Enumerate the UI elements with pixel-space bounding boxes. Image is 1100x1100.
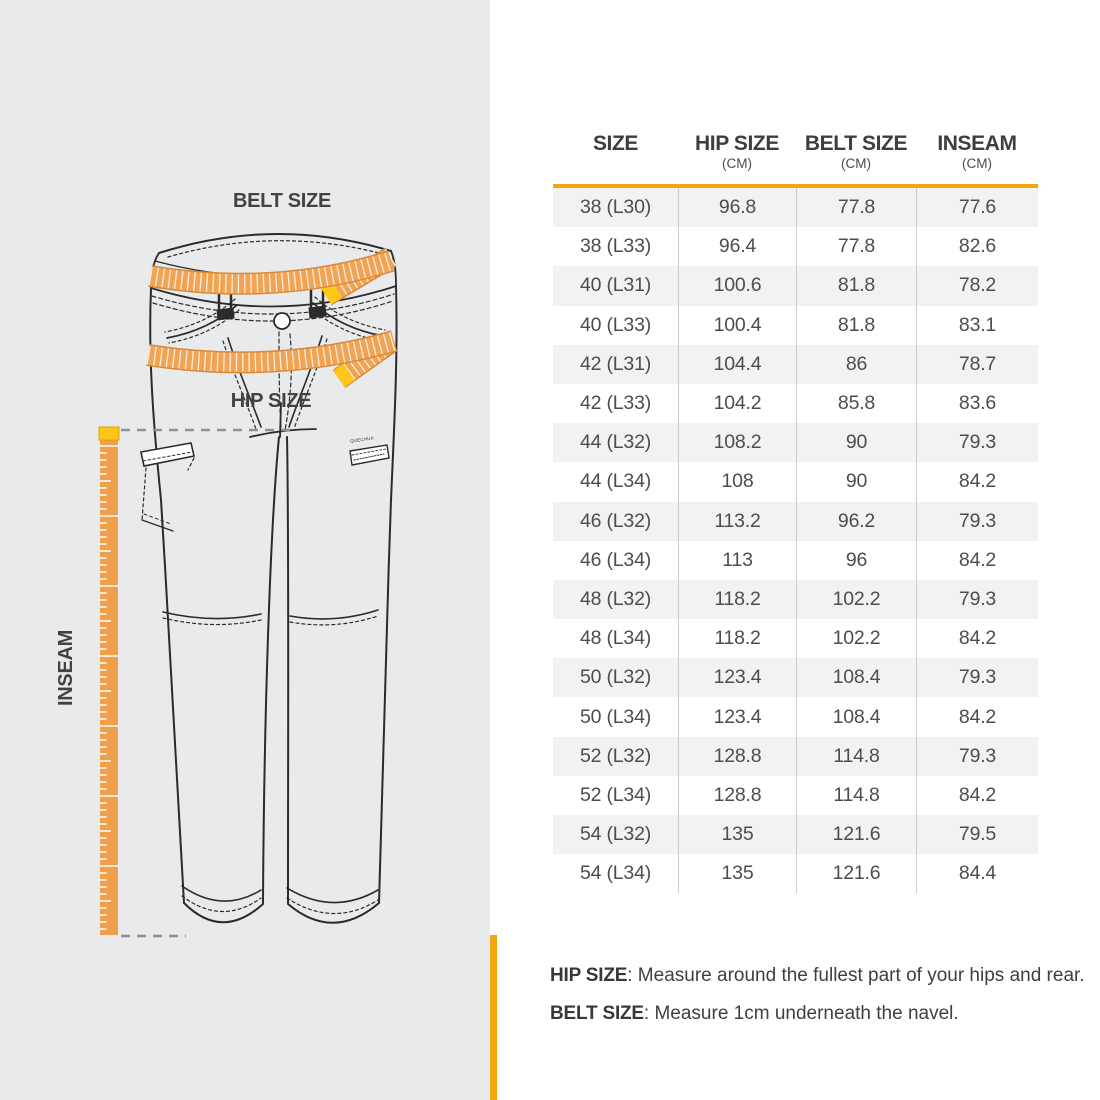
table-cell: 54 (L34): [579, 862, 652, 885]
table-cell: 38 (L33): [579, 235, 652, 258]
table-row: [553, 502, 1038, 541]
table-row: [553, 854, 1038, 893]
table-cell: 118.2: [678, 619, 796, 658]
belt-size-note: [550, 995, 1095, 1033]
table-cell: 123.4: [678, 658, 796, 697]
table-cell: 114.8: [796, 776, 916, 815]
table-cell: 113: [678, 541, 796, 580]
table-row: [553, 697, 1038, 736]
column-header: BELT SIZE (CM): [804, 132, 908, 171]
table-cell: 96: [796, 541, 916, 580]
size-table-header: [553, 129, 1038, 172]
table-cell: 96.8: [678, 188, 796, 227]
table-cell: 77.8: [796, 188, 916, 227]
size-table-body: [553, 188, 1038, 893]
table-cell: 79.3: [916, 737, 1038, 776]
belt-size-diagram-label: BELT SIZE: [232, 190, 332, 212]
table-cell: 84.2: [916, 462, 1038, 501]
table-row: [553, 227, 1038, 266]
table-cell: 84.2: [916, 776, 1038, 815]
table-cell: 102.2: [796, 619, 916, 658]
table-row: [553, 619, 1038, 658]
pants-outline: [141, 234, 397, 923]
table-cell: 84.2: [916, 541, 1038, 580]
table-cell: 85.8: [796, 384, 916, 423]
table-cell: 40 (L33): [579, 313, 652, 336]
table-cell: 100.6: [678, 266, 796, 305]
table-row: [553, 306, 1038, 345]
column-header: INSEAM (CM): [937, 132, 1017, 171]
table-cell: 79.3: [916, 502, 1038, 541]
table-cell: 135: [678, 815, 796, 854]
table-cell: 38 (L30): [579, 196, 652, 219]
table-row: [553, 188, 1038, 227]
brand-label: QUECHUA: [349, 435, 375, 444]
table-cell: 84.4: [916, 854, 1038, 893]
table-cell: 79.3: [916, 658, 1038, 697]
table-cell: 78.2: [916, 266, 1038, 305]
belt-size-note-text: : Measure 1cm underneath the navel.: [643, 1003, 959, 1024]
table-cell: 90: [796, 462, 916, 501]
pants-measurement-diagram: [0, 0, 492, 1100]
table-cell: 135: [678, 854, 796, 893]
table-cell: 44 (L34): [579, 470, 652, 493]
table-cell: 84.2: [916, 697, 1038, 736]
column-header: HIP SIZE (CM): [695, 132, 779, 171]
table-cell: 108.4: [796, 697, 916, 736]
table-row: [553, 580, 1038, 619]
table-cell: 52 (L32): [579, 744, 652, 767]
table-cell: 108: [678, 462, 796, 501]
table-cell: 78.7: [916, 345, 1038, 384]
table-row: [553, 462, 1038, 501]
table-cell: 96.2: [796, 502, 916, 541]
table-cell: 77.6: [916, 188, 1038, 227]
table-cell: 83.1: [916, 306, 1038, 345]
inseam-ruler: [99, 427, 119, 935]
table-row: [553, 266, 1038, 305]
table-cell: 79.3: [916, 423, 1038, 462]
table-row: [553, 658, 1038, 697]
diagram-panel: [0, 0, 490, 1100]
hip-size-note: [550, 957, 1095, 995]
table-cell: 102.2: [796, 580, 916, 619]
table-row: [553, 815, 1038, 854]
accent-bar: [490, 935, 497, 1100]
table-cell: 50 (L34): [579, 705, 652, 728]
table-cell: 77.8: [796, 227, 916, 266]
hip-size-note-text: : Measure around the fullest part of your hips and rear.: [627, 965, 1085, 986]
table-cell: 128.8: [678, 737, 796, 776]
table-cell: 118.2: [678, 580, 796, 619]
size-table: [553, 129, 1038, 893]
measurement-notes: [550, 957, 1095, 1033]
table-cell: 48 (L32): [579, 587, 652, 610]
table-cell: 46 (L34): [579, 548, 652, 571]
table-row: [553, 423, 1038, 462]
table-cell: 52 (L34): [579, 783, 652, 806]
hip-size-note-term: HIP SIZE: [550, 965, 628, 986]
table-cell: 114.8: [796, 737, 916, 776]
table-cell: 48 (L34): [579, 627, 652, 650]
table-cell: 46 (L32): [579, 509, 652, 532]
table-row: [553, 541, 1038, 580]
table-cell: 121.6: [796, 854, 916, 893]
hip-tape: [148, 341, 394, 379]
table-row: [553, 776, 1038, 815]
table-row: [553, 345, 1038, 384]
table-cell: 104.2: [678, 384, 796, 423]
table-cell: 108.2: [678, 423, 796, 462]
table-cell: 86: [796, 345, 916, 384]
table-cell: 54 (L32): [579, 823, 652, 846]
column-header: SIZE: [592, 132, 639, 155]
table-cell: 79.3: [916, 580, 1038, 619]
belt-tape: [150, 257, 391, 296]
table-cell: 82.6: [916, 227, 1038, 266]
table-cell: 40 (L31): [579, 274, 652, 297]
table-cell: 113.2: [678, 502, 796, 541]
table-row: [553, 737, 1038, 776]
table-cell: 83.6: [916, 384, 1038, 423]
table-cell: 84.2: [916, 619, 1038, 658]
table-cell: 42 (L33): [579, 392, 652, 415]
table-cell: 100.4: [678, 306, 796, 345]
hip-size-diagram-label: HIP SIZE: [230, 390, 312, 412]
table-cell: 81.8: [796, 306, 916, 345]
table-cell: 44 (L32): [579, 431, 652, 454]
inseam-diagram-label: INSEAM: [55, 630, 77, 706]
table-cell: 123.4: [678, 697, 796, 736]
table-cell: 121.6: [796, 815, 916, 854]
table-cell: 50 (L32): [579, 666, 652, 689]
table-cell: 96.4: [678, 227, 796, 266]
table-cell: 108.4: [796, 658, 916, 697]
table-cell: 81.8: [796, 266, 916, 305]
belt-size-note-term: BELT SIZE: [550, 1003, 644, 1024]
table-cell: 104.4: [678, 345, 796, 384]
table-cell: 79.5: [916, 815, 1038, 854]
table-cell: 128.8: [678, 776, 796, 815]
table-row: [553, 384, 1038, 423]
table-cell: 90: [796, 423, 916, 462]
table-cell: 42 (L31): [579, 352, 652, 375]
